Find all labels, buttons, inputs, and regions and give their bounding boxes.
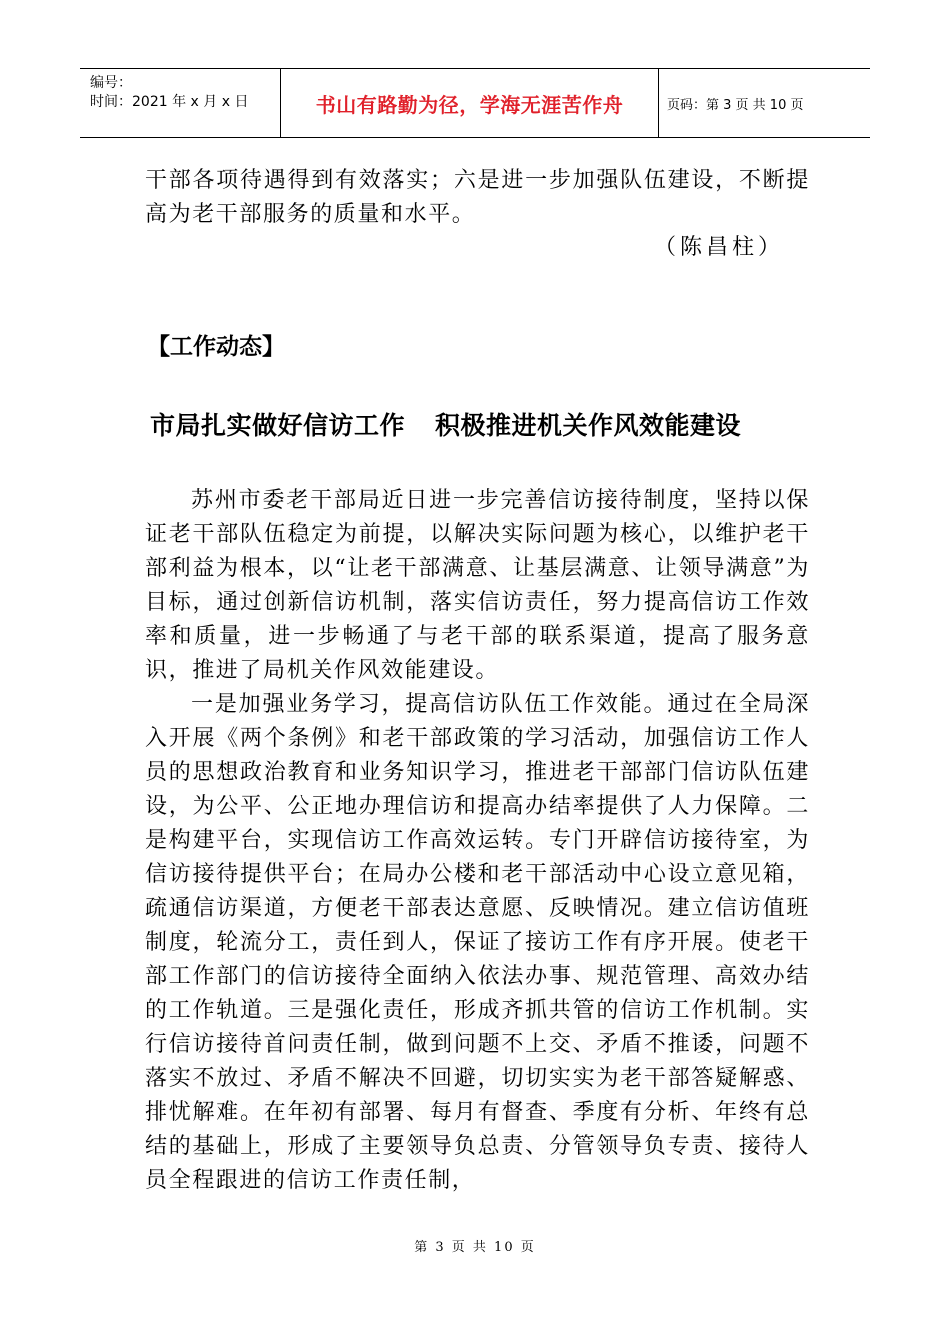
article-body [145, 484, 810, 1198]
document-header [80, 68, 870, 138]
time-label: 时间：2021 年 x 月 x 日 [90, 94, 249, 110]
author: （陈昌柱） [654, 235, 785, 260]
page-footer: 第 3 页 共 10 页 [414, 1240, 536, 1255]
top-paragraph: 干部各项待遇得到有效落实；六是进一步加强队伍建设，不断提高为老干部服务的质量和水平。 [145, 168, 810, 227]
motto: 书山有路勤为径，学海无涯苦作舟 [315, 92, 624, 117]
section-tag: 【工作动态】 [147, 334, 285, 360]
header-motto-cell [281, 69, 659, 137]
number-label: 编号： [90, 75, 132, 91]
header-meta [80, 69, 281, 137]
article-title [150, 406, 810, 442]
article-paragraph-1: 苏州市委老干部局近日进一步完善信访接待制度，坚持以保证老干部队伍稳定为前提，以解决实际问题为核心，以维护老干部利益为根本，以“让老干部满意、让基层满意、让领导满意”为目标，通过创新信访机制，落实信访责任，努力提高信访工作效率和质量，进一步畅通了与老干部的联系渠道，提高了服务意识，推进了局机关作风效能建设。 [145, 488, 810, 683]
header-page-cell [659, 69, 870, 137]
article-title-part2: 积极推进机关作风效能建设 [435, 411, 742, 440]
page-label: 页码：第 3 页 共 10 页 [667, 97, 804, 113]
top-paragraph-block [145, 164, 810, 232]
article-paragraph-2: 一是加强业务学习，提高信访队伍工作效能。通过在全局深入开展《两个条例》和老干部政策的学习活动，加强信访工作人员的思想政治教育和业务知识学习，推进老干部部门信访队伍建设，为公平、公正地办理信访和提高办结率提供了人力保障。二是构建平台，实现信访工作高效运转。专门开辟信访接待室，为信访接待提供平台；在局办公楼和老干部活动中心设立意见箱，疏通信访渠道，方便老干部表达意愿、反映情况。建立信访值班制度，轮流分工，责任到人，保证了接访工作有序开展。使老干部工作部门的信访接待全面纳入依法办事、规范管理、高效办结的工作轨道。三是强化责任，形成齐抓共管的信访工作机制。实行信访接待首问责任制，做到问题不上交、矛盾不推诿，问题不落实不放过、矛盾不解决不回避，切切实实为老干部答疑解惑、排忧解难。在年初有部署、每月有督查、季度有分析、年终有总结的基础上，形成了主要领导负总责、分管领导负专责、接待人员全程跟进的信访工作责任制， [145, 692, 810, 1193]
article-title-part1: 市局扎实做好信访工作 [150, 411, 406, 440]
